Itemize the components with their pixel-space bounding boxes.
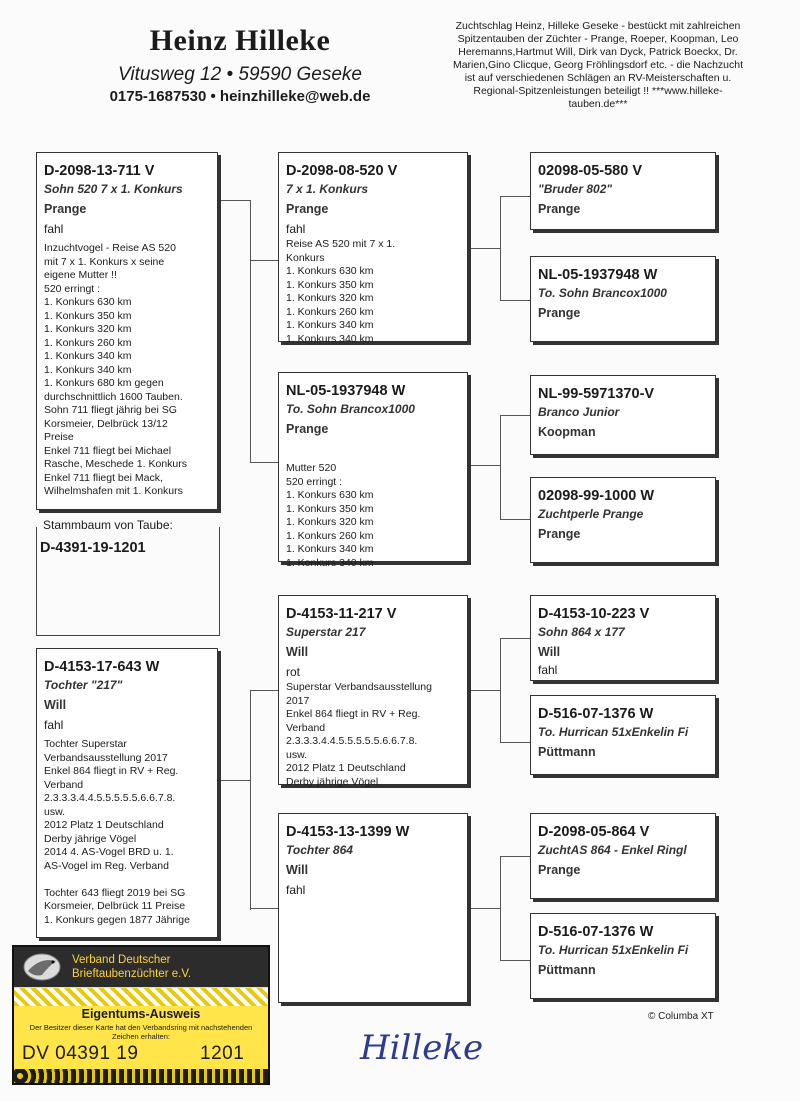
feather-color: rot (286, 665, 301, 679)
loft-description: Zuchtschlag Heinz, Hilleke Geseke - bestückt mit zahlreichen Spitzentauben der Züchter - Prange, Roeper, Koopman, Leo Heremanns,Hartmut Will, Dirk van Dyck, Patrick Boeckx, Dr. Marien,Gino Clicque, Georg Fröhlingsdorf etc. - die Nachzucht ist auf verschiedenen Schlägen an RV-Meisterschaften u. Regional-Spitzenleistungen beteiligt !! ***www.hilleke-tauben.de*** (452, 20, 744, 110)
card-description: Der Besitzer dieser Karte hat den Verbandsring mit nachstehenden Zeichen erhalten: (29, 1023, 253, 1041)
ring-number: NL-05-1937948 W (286, 383, 406, 399)
ring-number: D-2098-08-520 V (286, 163, 398, 179)
great-grandparent-card (530, 595, 716, 681)
card-ring-number (22, 1043, 262, 1065)
pigeon-logo-icon (20, 951, 64, 983)
pedigree-label: Stammbaum von Taube: (40, 518, 176, 532)
ring-number: D-4153-13-1399 W (286, 824, 410, 840)
breeder-name: Heinz Hilleke (149, 24, 331, 57)
bird-name: To. Hurrican 51xEnkelin Fi (538, 943, 689, 957)
card-header-bar (14, 947, 268, 987)
breeder: Prange (538, 863, 581, 877)
connector (500, 415, 501, 519)
connector (500, 196, 501, 300)
breeder: Prange (286, 422, 329, 436)
connector (500, 638, 501, 742)
ownership-card (12, 945, 270, 1085)
card-heading: Eigentums-Ausweis (81, 1007, 201, 1021)
connector (250, 462, 278, 463)
connector (468, 248, 500, 249)
breeder: Will (286, 645, 309, 659)
father-card (36, 152, 218, 510)
great-grandparent-card (530, 813, 716, 899)
bird-name: Sohn 864 x 177 (538, 625, 625, 639)
ring-number: D-2098-13-711 V (44, 163, 155, 179)
ring-number: D-4153-11-217 V (286, 606, 397, 622)
ring-number: 02098-99-1000 W (538, 488, 655, 504)
card-organization: Verband Deutscher Brieftaubenzüchter e.V. (72, 954, 192, 980)
connector (468, 690, 500, 691)
bird-name: To. Sohn Brancox1000 (538, 286, 667, 300)
connector (500, 196, 530, 197)
connector (500, 415, 530, 416)
ring-number: D-516-07-1376 W (538, 924, 654, 940)
bird-name: Superstar 217 (286, 625, 366, 639)
connector (250, 690, 278, 691)
ring-number: D-516-07-1376 W (538, 706, 654, 722)
connector (500, 300, 530, 301)
breeder-address: Vitusweg 12 • 59590 Geseke (118, 64, 362, 85)
breeder: Will (538, 645, 561, 659)
copyright-footer: © Columba XT (648, 1011, 714, 1022)
connector (500, 856, 501, 960)
ring-number: D-4153-17-643 W (44, 659, 160, 675)
ring-number: D-2098-05-864 V (538, 824, 650, 840)
performance-notes: Reise AS 520 mit 7 x 1. Konkurs 1. Konkurs 630 km 1. Konkurs 350 km 1. Konkurs 320 km 1. Konkurs 260 km 1. Konkurs 340 km 1. Konkurs 340 km (286, 238, 396, 345)
mother-card (36, 648, 218, 938)
ring-number: NL-99-5971370-V (538, 386, 655, 402)
card-ring-prefix: DV 04391 19 (22, 1043, 139, 1064)
connector (500, 960, 530, 961)
breeder: Will (286, 863, 309, 877)
connector (218, 200, 250, 201)
feather-color: fahl (286, 222, 306, 236)
great-grandparent-card (530, 913, 716, 999)
signature: Hilleke (360, 1028, 484, 1068)
breeder: Prange (286, 202, 329, 216)
performance-notes: Inzuchtvogel - Reise AS 520 mit 7 x 1. Konkurs x seine eigene Mutter !! 520 erringt : 1. Konkurs 630 km 1. Konkurs 350 km 1. Konkurs 320 km 1. Konkurs 260 km 1. Konkurs 340 km 1. Konkurs 340 km 1. Konkurs 680 km gegen durchschnittlich 1600 Tauben. Sohn 711 fliegt jährig bei SG Korsmeier, Delbrück 13/12 Preise Enkel 711 fliegt bei Michael Rasche, Meschede 1. Konkurs Enkel 711 fliegt bei Mack, Wilhelmshafen mit 1. Konkurs (44, 242, 187, 497)
connector (500, 638, 530, 639)
breeder: Prange (44, 202, 87, 216)
great-grandparent-card (530, 477, 716, 563)
bird-name: Tochter 864 (286, 843, 353, 857)
connector (250, 690, 251, 910)
feather-color: fahl (286, 883, 306, 897)
great-grandparent-card (530, 256, 716, 342)
performance-notes: Superstar Verbandsausstellung 2017 Enkel 864 fliegt in RV + Reg. Verband 2.3.3.3.4.4.5.5.5.5.5.6.6.7.8. usw. 2012 Platz 1 Deutschland Derby jährige Vögel (286, 681, 432, 788)
feather-color: fahl (538, 663, 558, 677)
breeder: Will (44, 698, 67, 712)
ring-number: D-4153-10-223 V (538, 606, 650, 622)
performance-notes: Tochter Superstar Verbandsausstellung 2017 Enkel 864 fliegt in RV + Reg. Verband 2.3.3.3.4.4.5.5.5.5.5.6.6.7.8. usw. 2012 Platz 1 Deutschland Derby jährige Vögel 2014 4. AS-Vogel BRD u. 1. AS-Vogel im Reg. Verband Tochter 643 fliegt 2019 bei SG Korsmeier, Delbrück 11 Preise 1. Konkurs gegen 1877 Jährige (44, 738, 190, 926)
bird-name: Sohn 520 7 x 1. Konkurs (44, 182, 183, 196)
bird-name: To. Sohn Brancox1000 (286, 402, 415, 416)
breeder: Püttmann (538, 745, 596, 759)
breeder: Prange (538, 306, 581, 320)
breeder-contact: 0175-1687530 • heinzhilleke@web.de (109, 88, 371, 105)
bird-name: 7 x 1. Konkurs (286, 182, 369, 196)
paternal-grandfather-card (278, 152, 468, 345)
paternal-grandmother-card (278, 372, 468, 569)
maternal-grandfather-card (278, 595, 468, 788)
connector (500, 856, 530, 857)
bird-name: To. Hurrican 51xEnkelin Fi (538, 725, 689, 739)
ring-number: 02098-05-580 V (538, 163, 642, 179)
ring-number: NL-05-1937948 W (538, 267, 658, 283)
card-ring-suffix: 1201 (200, 1043, 245, 1064)
subject-ring-number: D-4391-19-1201 (40, 540, 146, 556)
bird-name: ZuchtAS 864 - Enkel Ringl (538, 843, 687, 857)
bird-name: Branco Junior (538, 405, 620, 419)
card-pattern (14, 988, 268, 1006)
breeder: Püttmann (538, 963, 596, 977)
connector (250, 908, 278, 909)
breeder: Prange (538, 202, 581, 216)
feather-color: fahl (44, 718, 64, 732)
connector (218, 780, 250, 781)
bird-name: Zuchtperle Prange (538, 507, 644, 521)
connector (250, 260, 278, 261)
great-grandparent-card (530, 152, 716, 230)
bird-name: Tochter "217" (44, 678, 123, 692)
performance-notes: Mutter 520 520 erringt : 1. Konkurs 630 km 1. Konkurs 350 km 1. Konkurs 320 km 1. Konkurs 260 km 1. Konkurs 340 km 1. Konkurs 340 km (286, 462, 374, 569)
great-grandparent-card (530, 375, 716, 455)
connector (468, 465, 500, 466)
bird-name: "Bruder 802" (538, 182, 613, 196)
card-bottom-pattern (14, 1069, 268, 1083)
connector (250, 200, 251, 463)
connector (468, 908, 500, 909)
connector (500, 742, 530, 743)
breeder: Koopman (538, 425, 596, 439)
great-grandparent-card (530, 695, 716, 775)
breeder: Prange (538, 527, 581, 541)
connector (500, 519, 530, 520)
maternal-grandmother-card (278, 813, 468, 1003)
feather-color: fahl (44, 222, 64, 236)
